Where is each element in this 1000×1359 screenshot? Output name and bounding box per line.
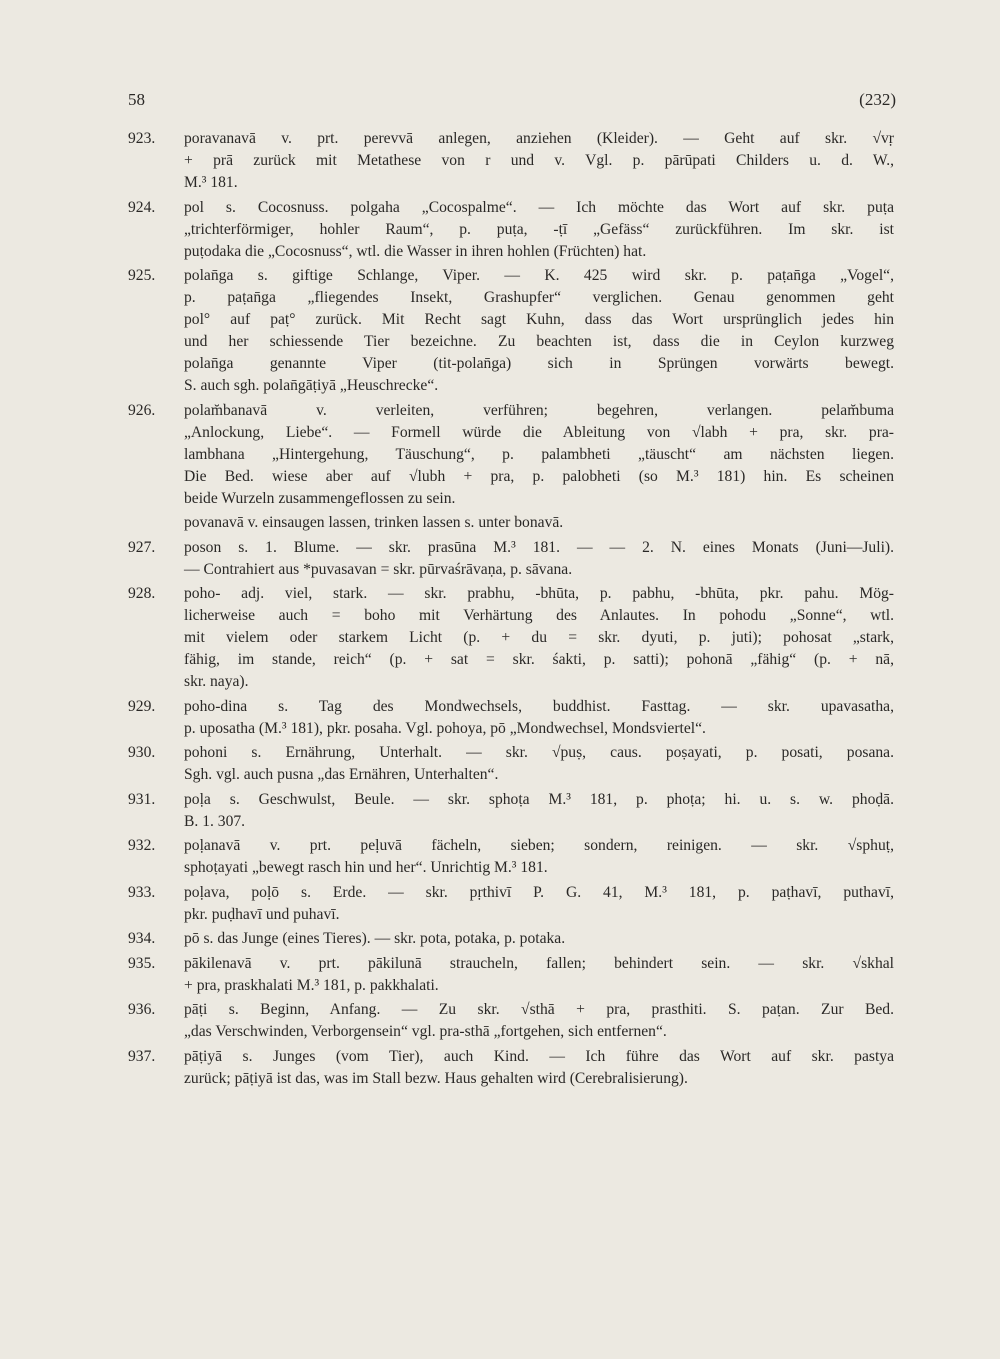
entry-line: pākilenavā v. prt. pākilunā straucheln, fallen; behindert sein. — skr. √skhal xyxy=(184,954,894,972)
dictionary-entry xyxy=(128,400,894,510)
entry-line: S. auch sgh. polan̄gāṭiyā „Heuschrecke“. xyxy=(184,377,439,394)
entry-number: 932. xyxy=(128,837,156,854)
entry-line: polan̄ga s. giftige Schlange, Viper. — K. 425 wird skr. p. paṭan̄ga „Vogel“, xyxy=(184,267,894,284)
entry-line: Sgh. vgl. auch pusna „das Ernähren, Unterhalten“. xyxy=(184,766,499,783)
dictionary-entry xyxy=(128,928,894,950)
entry-line: pol s. Cocosnuss. polgaha „Cocospalme“. — Ich möchte das Wort auf skr. puṭa xyxy=(184,198,894,216)
entry-number: 924. xyxy=(128,198,156,216)
dictionary-entry xyxy=(128,537,894,581)
page-header xyxy=(128,90,896,112)
dictionary-entry xyxy=(128,835,894,879)
entry-line: skr. naya). xyxy=(184,673,249,690)
entry-number: 923. xyxy=(128,130,156,147)
entry-line: p. uposatha (M.³ 181), pkr. posaha. Vgl. pohoya, pō „Mondwechsel, Mondsviertel“. xyxy=(184,719,706,737)
entry-line: „trichterförmiger, hohler Raum“, p. puṭa, -ṭī „Gefäss“ zurückführen. Im skr. ist xyxy=(184,220,894,238)
dictionary-entry xyxy=(128,742,894,786)
dictionary-entries xyxy=(128,128,894,1092)
entry-line: „Anlockung, Liebe“. — Formell würde die Ableitung von √labh + pra, skr. pra- xyxy=(184,423,894,441)
entry-line: pohoni s. Ernährung, Unterhalt. — skr. √puṣ, caus. poṣayati, p. posati, posana. xyxy=(184,744,894,761)
dictionary-entry xyxy=(128,882,894,926)
entry-line: poḷanavā v. prt. peḷuvā fächeln, sieben; sondern, reinigen. — skr. √sphuṭ, xyxy=(184,837,894,854)
entry-line: und her schiessende Tier bezeichne. Zu beachten ist, dass die in Ceylon kurzweg xyxy=(184,333,894,350)
entry-number: 933. xyxy=(128,883,156,901)
entry-line: poson s. 1. Blume. — skr. prasūna M.³ 181. — — 2. N. eines Monats (Juni—Juli). xyxy=(184,538,894,556)
entry-number: 929. xyxy=(128,697,156,715)
entry-number: 937. xyxy=(128,1047,156,1065)
entry-line: — Contrahiert aus *puvasavan = skr. pūrvaśrāvaṇa, p. sāvana. xyxy=(184,560,573,578)
entry-line: polam̆banavā v. verleiten, verführen; begehren, verlangen. pelam̆buma xyxy=(184,401,894,419)
dictionary-entry xyxy=(128,953,894,997)
entry-line: licherweise auch = boho mit Verhärtung des Anlautes. In pohodu „Sonne“, wtl. xyxy=(184,607,894,624)
entry-number: 931. xyxy=(128,790,156,808)
entry-number: 930. xyxy=(128,744,156,761)
dictionary-entry xyxy=(128,1046,894,1090)
entry-line: poḷava, poḷō s. Erde. — skr. pṛthivī P. G. 41, M.³ 181, p. paṭhavī, puthavī, xyxy=(184,883,894,901)
dictionary-entry xyxy=(128,512,894,534)
entry-line: p. paṭan̄ga „fliegendes Insekt, Grashupfer“ verglichen. Genau genommen geht xyxy=(184,289,894,306)
entry-line: + prā zurück mit Metathese von r und v. Vgl. p. pārūpati Childers u. d. W., xyxy=(184,152,894,169)
dictionary-entry xyxy=(128,265,894,397)
entry-line: beide Wurzeln zusammengeflossen zu sein. xyxy=(184,489,456,507)
entry-number: 935. xyxy=(128,954,156,972)
entry-line: sphoṭayati „bewegt rasch hin und her“. Unrichtig M.³ 181. xyxy=(184,859,548,876)
entry-line: pō s. das Junge (eines Tieres). — skr. pota, potaka, p. potaka. xyxy=(184,930,566,947)
entry-line: puṭodaka die „Cocosnuss“, wtl. die Wasser in ihren hohlen (Früchten) hat. xyxy=(184,242,647,260)
entry-line: poravanavā v. prt. perevvā anlegen, anziehen (Kleider). — Geht auf skr. √vṛ xyxy=(184,130,894,147)
entry-line: lambhana „Hintergehung, Täuschung“, p. palambheti „täuscht“ am nächsten liegen. xyxy=(184,445,894,463)
entry-line: B. 1. 307. xyxy=(184,812,246,830)
dictionary-entry xyxy=(128,999,894,1043)
entry-number: 925. xyxy=(128,267,156,284)
entry-line: Die Bed. wiese aber auf √lubh + pra, p. palobheti (so M.³ 181) hin. Es scheinen xyxy=(184,467,894,485)
entry-line: M.³ 181. xyxy=(184,174,238,191)
entry-line: pkr. puḍhavī und puhavī. xyxy=(184,905,340,923)
entry-line: povanavā v. einsaugen lassen, trinken lassen s. unter bonavā. xyxy=(184,514,564,531)
entry-line: mit vielem oder starkem Licht (p. + du = skr. dyuti, p. juti); pohosat „stark, xyxy=(184,629,894,646)
entry-line: pol° auf paṭ° zurück. Mit Recht sagt Kuhn, dass das Wort ursprünglich jedes hin xyxy=(184,311,894,328)
entry-line: fähig, im stande, reich“ (p. + sat = skr. śakti, p. satti); pohonā „fähig“ (p. + nā, xyxy=(184,651,894,668)
page-label: (232) xyxy=(859,90,896,109)
entry-number: 926. xyxy=(128,401,156,419)
page-number: 58 xyxy=(128,90,145,109)
entry-line: polan̄ga genannte Viper (tit-polan̄ga) sich in Sprüngen vorwärts bewegt. xyxy=(184,355,894,372)
entry-line: poho-dina s. Tag des Mondwechsels, buddhist. Fasttag. — skr. upavasatha, xyxy=(184,697,894,715)
entry-line: pāṭi s. Beginn, Anfang. — Zu skr. √sthā + pra, prasthiti. S. paṭan. Zur Bed. xyxy=(184,1001,894,1018)
entry-number: 927. xyxy=(128,538,156,556)
dictionary-entry xyxy=(128,789,894,833)
entry-line: + pra, praskhalati M.³ 181, p. pakkhalati. xyxy=(184,976,439,994)
entry-line: poho- adj. viel, stark. — skr. prabhu, -bhūta, p. pabhu, -bhūta, pkr. pahu. Mög- xyxy=(184,585,894,602)
entry-number: 928. xyxy=(128,585,156,602)
dictionary-entry xyxy=(128,128,894,194)
dictionary-entry xyxy=(128,696,894,740)
entry-line: zurück; pāṭiyā ist das, was im Stall bezw. Haus gehalten wird (Cerebralisierung). xyxy=(184,1069,688,1087)
entry-number: 934. xyxy=(128,930,156,947)
entry-number: 936. xyxy=(128,1001,156,1018)
dictionary-entry xyxy=(128,197,894,263)
dictionary-entry xyxy=(128,583,894,693)
entry-line: poḷa s. Geschwulst, Beule. — skr. sphoṭa M.³ 181, p. phoṭa; hi. u. s. w. phoḍā. xyxy=(184,790,894,808)
entry-line: pāṭiyā s. Junges (vom Tier), auch Kind. — Ich führe das Wort auf skr. pastya xyxy=(184,1047,894,1065)
entry-line: „das Verschwinden, Verborgensein“ vgl. pra-sthā „fortgehen, sich entfernen“. xyxy=(184,1023,667,1040)
